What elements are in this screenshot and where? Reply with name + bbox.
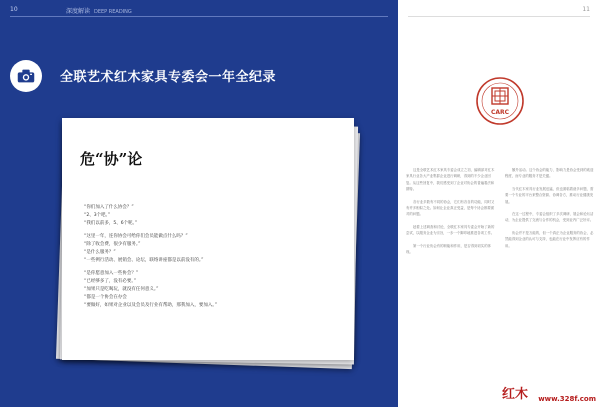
header-rule-right [408,16,590,17]
quote-line: “是什么服务？” [84,250,116,255]
running-head-subtitle: DEEP READING [94,9,132,15]
page-title: 全联艺术红木家具专委会一年全纪录 [60,70,277,85]
quote-line: “你们加入了什么协会？” [84,205,134,210]
dialogue-quotes [84,204,346,310]
quote-line: “这里一年，连你协会可给你们会员能做点什么吗？” [84,234,188,239]
quote-line: “2、3个吧。” [84,213,111,218]
carc-seal-logo [475,76,525,126]
right-page [398,0,600,407]
page-number-right: 11 [582,6,590,13]
header-rule [10,16,388,17]
running-head [66,6,132,15]
quote-line: “是你愿意加入一些协会？” [84,271,139,276]
page-number-left: 10 [10,6,18,13]
watermark [500,383,596,405]
quote-line: “要做好，如果对企业以及会员及行业有帮助，那我加入，要加入。” [84,303,217,308]
article-columns [406,167,596,261]
quote-line: “加果只是吃喝玩，就没有任何意义。” [84,287,159,292]
camera-icon [10,60,42,92]
quote-line: “都是一个协会在办会 [84,295,127,300]
article-title: 危“协”论 [80,150,143,168]
quote-line: “我们以前多，5、6个呢。” [84,221,138,226]
quote-line: “除了收会费，很少有服务。” [84,242,141,247]
text-column-2: 额外活动。这个协会的能力、影响力是协会受到的欢迎程度，而专业的服务才是关键。 当代红木家具行业发展迅猛，但也面临着诸多问题，需要一个专业的平台来整合资源、协调各方，推动行业健康发展。 在这一过程中，专委会组织了多次调研、展会和论坛活动，为企业提供了交流与合作的机会，受到业内广泛好评。 协会并不是万能的，但一个真正为企业服务的协会，必然能得到企业的认可与支持，也能在行业中发挥应有的作用。 [505,168,594,248]
watermark-url: www.328f.com [538,395,596,403]
running-head-title: 深度解读 [66,8,91,15]
quote-line: “已经够多了，没有必要。” [84,279,136,284]
text-column-1: 这是全联艺术红木家具专委会成立之初，编辑部对红木家具行业各大产业集群企业进行调研，得到的不少企业回复。从这些回复中，我们感受到了企业对协会的普遍看法和期待。 各行业多数有不同的协会，它们有各自的功能，同时又有许多相似之处。如何让企业真正受益，是每个协会都要面对的问题。 趁着上述调查和讨论，全联红木家具专委会开始了新的尝试，以服务企业为宗旨，一步一个脚印地推进各项工作。 第一个行业协会有的职能和作用，是否得到切实的体现。 [406,168,495,255]
quote-line: “一些例行活动、展销会、论坛，联络讲座都是以前没有的。” [84,258,204,263]
watermark-brand: 红木 [502,387,529,402]
paper-sheet-front [62,118,354,360]
logo-label: CARC [490,109,510,116]
